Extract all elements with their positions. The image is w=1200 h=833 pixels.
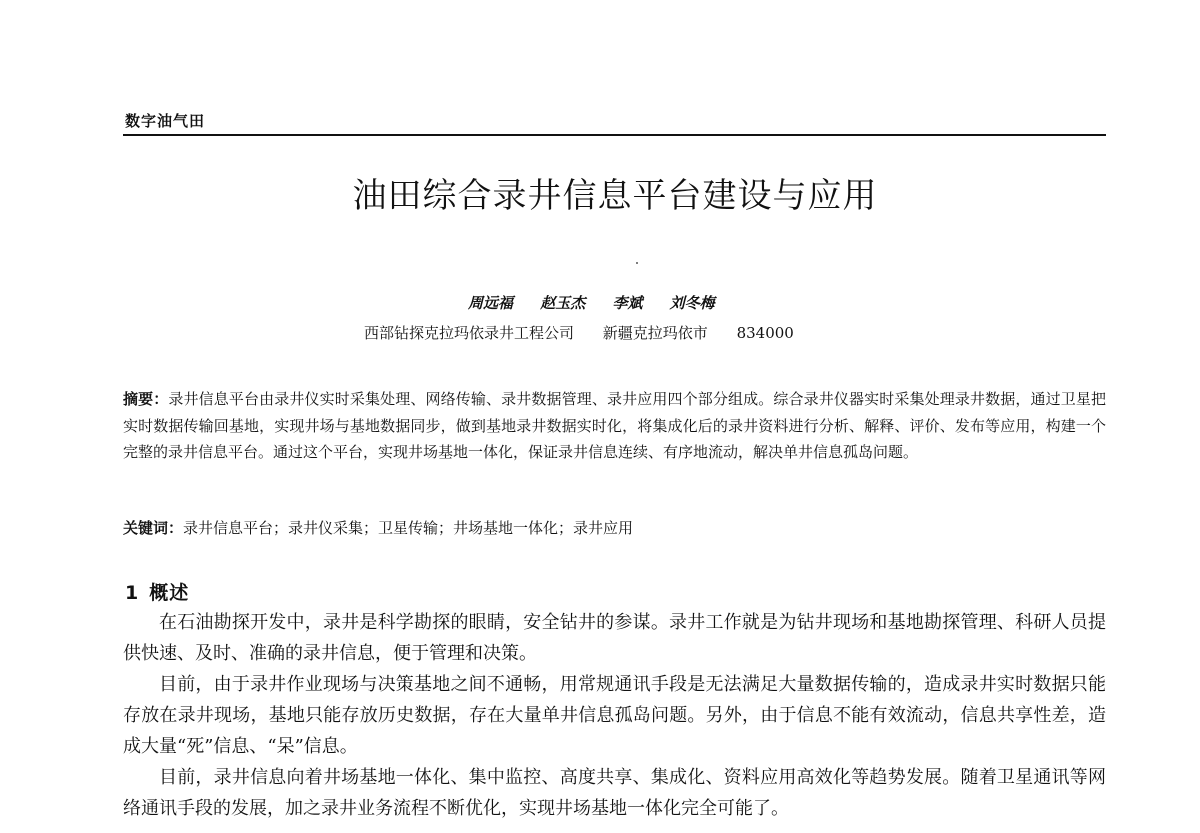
body-paragraph: 目前，由于录井作业现场与决策基地之间不通畅，用常规通讯手段是无法满足大量数据传输的，造成录井实时数据只能存放在录井现场，基地只能存放历史数据，存在大量单井信息孤岛问题。另外，由于信息不能有效流动，信息共享性差，造成大量“死”信息、“呆”信息。 (123, 674, 1106, 757)
section-title: 概述 (149, 582, 190, 604)
affiliation (364, 322, 818, 343)
body-paragraph: 在石油勘探开发中，录井是科学勘探的眼睛，安全钻井的参谋。录井工作就是为钻井现场和基地勘探管理、科研人员提供快速、及时、准确的录井信息，便于管理和决策。 (123, 612, 1106, 664)
affiliation-postcode: 834000 (736, 324, 794, 342)
keywords-label: 关键词： (123, 519, 184, 537)
authors: 周远福 赵玉杰 李斌 刘冬梅 (468, 294, 715, 312)
affiliation-location: 新疆克拉玛依市 (602, 324, 708, 342)
abstract-text: 录井信息平台由录井仪实时采集处理、网络传输、录井数据管理、录井应用四个部分组成。综合录井仪器实时采集处理录井数据，通过卫星把实时数据传输回基地，实现井场与基地数据同步，做到基地录井数据实时化，将集成化后的录井资料进行分析、解释、评价、发布等应用，构建一个完整的录井信息平台。通过这个平台，实现井场基地一体化，保证录井信息连续、有序地流动，解决单井信息孤岛问题。 (123, 390, 1106, 461)
section-body (123, 607, 1106, 824)
abstract (123, 386, 1106, 466)
running-header: 数字油气田 (125, 112, 206, 130)
body-paragraph: 目前，录井信息向着井场基地一体化、集中监控、高度共享、集成化、资料应用高效化等趋势发展。随着卫星通讯等网络通讯手段的发展，加之录井业务流程不断优化，实现井场基地一体化完全可能了。 (123, 767, 1106, 819)
abstract-label: 摘要： (123, 390, 169, 408)
keywords (123, 516, 1106, 540)
stray-dot (636, 262, 638, 264)
keywords-text: 录井信息平台；录井仪采集；卫星传输；井场基地一体化；录井应用 (183, 519, 634, 537)
section-number: 1 (125, 582, 140, 604)
affiliation-company: 西部钻探克拉玛依录井工程公司 (364, 324, 575, 342)
header-rule (123, 134, 1106, 136)
paper-title: 油田综合录井信息平台建设与应用 (352, 176, 878, 216)
section-heading (125, 578, 189, 605)
